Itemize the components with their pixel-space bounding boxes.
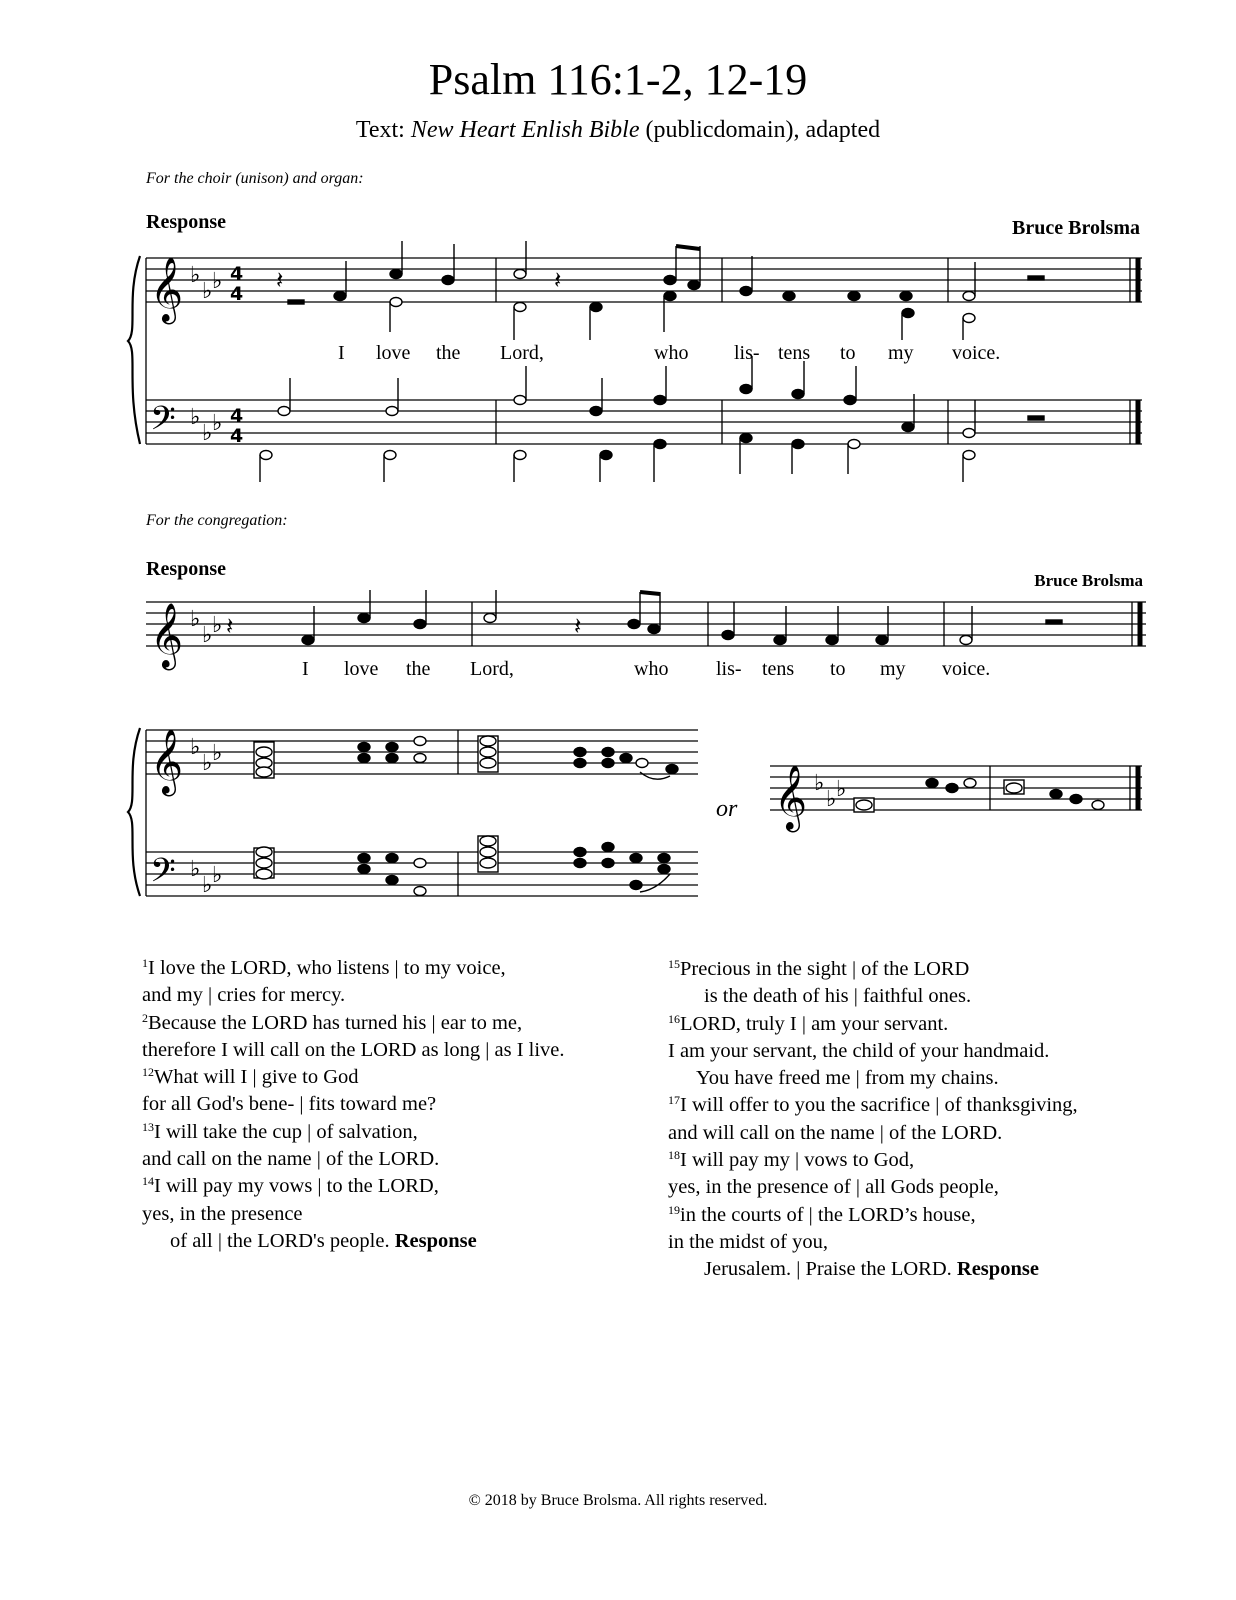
- bass-clef-icon: 𝄢: [150, 852, 176, 898]
- note: [740, 287, 752, 296]
- note: [602, 843, 614, 852]
- congregation-score: [140, 590, 1150, 690]
- note: [876, 636, 888, 645]
- verses-left-column: [142, 955, 565, 1255]
- note: [963, 451, 975, 460]
- note: [302, 636, 314, 645]
- verse-line: I am your servant, the child of your handmaid.: [668, 1039, 1050, 1062]
- flat-icon: ♭: [836, 777, 847, 802]
- subtitle-prefix: Text:: [355, 117, 411, 143]
- flat-icon: ♭: [814, 771, 825, 796]
- flat-icon: ♭: [190, 263, 201, 288]
- verse-line: yes, in the presence of | all Gods people,: [668, 1176, 999, 1199]
- note: [964, 779, 976, 788]
- congregation-response-heading: Response: [146, 558, 227, 580]
- response-cue: Response: [956, 1258, 1039, 1281]
- verse-line: $^2$Because the LORD has turned his | ear to me,: [142, 1010, 523, 1034]
- note: [414, 737, 426, 746]
- note: [688, 281, 700, 290]
- note: [740, 434, 752, 443]
- flat-icon: ♭: [190, 405, 201, 430]
- lyric: Lord,: [470, 658, 514, 680]
- note: [574, 848, 586, 857]
- rest-icon: [1028, 276, 1044, 280]
- note: [514, 303, 526, 312]
- flat-icon: ♭: [202, 279, 213, 304]
- lyric: love: [376, 342, 411, 364]
- note: [514, 451, 526, 460]
- note: [590, 407, 602, 416]
- note: [792, 440, 804, 449]
- verse-line: for all God's bene- | fits toward me?: [142, 1093, 437, 1116]
- verse-line: $^{16}$LORD, truly I | am your servant.: [668, 1011, 949, 1035]
- note: [414, 620, 426, 629]
- rest-icon: [1046, 620, 1062, 624]
- page-title: Psalm 116:1-2, 12-19: [428, 55, 808, 104]
- note: [963, 429, 975, 438]
- treble-clef-icon: 𝄞: [150, 603, 184, 668]
- verses-right-column: [668, 956, 1078, 1284]
- note: [414, 859, 426, 868]
- flat-icon: ♭: [190, 607, 201, 632]
- note: [358, 614, 370, 623]
- note: [278, 407, 290, 416]
- lyric: who: [634, 658, 669, 680]
- note: [902, 423, 914, 432]
- verse-line: yes, in the presence: [142, 1202, 303, 1225]
- note: [600, 451, 612, 460]
- verse-line: $^{13}$I will take the cup | of salvation,: [142, 1119, 418, 1143]
- note: [386, 743, 398, 752]
- note: [848, 292, 860, 301]
- copyright-notice: © 2018 by Bruce Brolsma. All rights reserved.: [468, 1492, 768, 1509]
- note: [792, 390, 804, 399]
- note: [722, 631, 734, 640]
- choir-organ-score: [124, 236, 1154, 496]
- flat-icon: ♭: [212, 863, 223, 888]
- lyric: the: [436, 342, 461, 364]
- flat-icon: ♭: [212, 269, 223, 294]
- choir-composer: Bruce Brolsma: [1012, 217, 1140, 239]
- rest-icon: 𝄽: [226, 612, 234, 640]
- note: [664, 276, 676, 285]
- note: [620, 754, 632, 763]
- note: [386, 407, 398, 416]
- verse-line: $^{15}$Precious in the sight | of the LORD: [668, 957, 970, 980]
- note: [442, 276, 454, 285]
- time-signature: 4: [230, 405, 244, 427]
- note: [664, 292, 676, 301]
- note: [926, 779, 938, 788]
- flat-icon: ♭: [190, 857, 201, 882]
- flat-icon: ♭: [212, 411, 223, 436]
- flat-icon: ♭: [212, 613, 223, 638]
- note: [844, 396, 856, 405]
- note: [654, 440, 666, 449]
- flat-icon: ♭: [202, 873, 213, 898]
- lyric: voice.: [942, 658, 991, 680]
- note: [774, 636, 786, 645]
- lyric: the: [406, 658, 431, 680]
- flat-icon: ♭: [202, 751, 213, 776]
- note: [636, 759, 648, 768]
- lyric: lis-: [716, 658, 742, 680]
- treble-clef-icon: 𝄞: [150, 729, 184, 794]
- choir-note: For the choir (unison) and organ:: [146, 170, 364, 187]
- verse-line: and call on the name | of the LORD.: [142, 1148, 440, 1171]
- note: [826, 636, 838, 645]
- treble-clef-icon: 𝄞: [774, 765, 808, 830]
- note: [390, 298, 402, 307]
- note: [628, 620, 640, 629]
- note: [902, 309, 914, 318]
- rest-icon: 𝄽: [276, 266, 284, 294]
- note: [386, 854, 398, 863]
- verse-line: in the midst of you,: [668, 1230, 829, 1253]
- note: [574, 748, 586, 757]
- flat-icon: ♭: [212, 741, 223, 766]
- verse-line: $^1$I love the LORD, who listens | to my voice,: [142, 956, 506, 979]
- verse-line: You have freed me | from my chains.: [696, 1067, 999, 1090]
- rest-icon: [1028, 416, 1044, 420]
- time-signature: 4: [230, 263, 244, 285]
- lyric: my: [888, 342, 914, 364]
- verse-line: Jerusalem. | Praise the LORD. Response: [704, 1258, 1039, 1281]
- note: [963, 292, 975, 301]
- note: [514, 270, 526, 279]
- system-brace: [128, 256, 140, 444]
- note: [900, 292, 912, 301]
- rest-icon: 𝄽: [574, 612, 582, 640]
- note: [963, 314, 975, 323]
- congregation-composer: Bruce Brolsma: [1034, 571, 1143, 590]
- lyric: my: [880, 658, 906, 680]
- lyric: tens: [762, 658, 795, 680]
- congregation-lyrics: [302, 658, 990, 680]
- note: [630, 854, 642, 863]
- verse-line: is the death of his | faithful ones.: [704, 985, 972, 1008]
- verse-line: $^{19}$in the courts of | the LORD’s house,: [668, 1202, 976, 1226]
- note: [740, 385, 752, 394]
- verse-line: of all | the LORD's people. Response: [170, 1229, 477, 1252]
- note: [658, 854, 670, 863]
- note: [848, 440, 860, 449]
- verse-line: therefore I will call on the LORD as long | as I live.: [142, 1038, 565, 1061]
- note: [358, 854, 370, 863]
- verse-line: $^{14}$I will pay my vows | to the LORD,: [142, 1174, 439, 1198]
- time-signature: 4: [230, 283, 244, 305]
- lyric: Lord,: [500, 342, 544, 364]
- note: [1050, 790, 1062, 799]
- note: [648, 625, 660, 634]
- lyric: love: [344, 658, 379, 680]
- subtitle-suffix: (publicdomain), adapted: [639, 117, 881, 143]
- verse-line: $^{12}$What will I | give to God: [142, 1065, 359, 1089]
- or-label: or: [716, 796, 738, 822]
- verse-line: and will call on the name | of the LORD.: [668, 1121, 1003, 1144]
- note: [602, 748, 614, 757]
- note: [960, 636, 972, 645]
- lyric: voice.: [952, 342, 1001, 364]
- slur: [640, 772, 670, 779]
- lyric: to: [840, 342, 856, 364]
- note: [358, 743, 370, 752]
- note: [666, 765, 678, 774]
- note: [1092, 801, 1104, 810]
- lyric: lis-: [734, 342, 760, 364]
- lyric: tens: [778, 342, 811, 364]
- note: [384, 451, 396, 460]
- page-subtitle: [0, 116, 1236, 144]
- choir-response-heading: Response: [146, 211, 227, 233]
- note: [334, 292, 346, 301]
- rest-icon: [288, 300, 304, 304]
- note: [514, 396, 526, 405]
- treble-clef-icon: 𝄞: [150, 257, 184, 322]
- verse-line: $^{18}$I will pay my | vows to God,: [668, 1148, 915, 1172]
- choir-lyrics: [338, 342, 1000, 364]
- psalm-tone-score: [124, 722, 1154, 902]
- note: [654, 396, 666, 405]
- note: [946, 784, 958, 793]
- verse-line: $^{17}$I will offer to you the sacrifice | of thanksgiving,: [668, 1093, 1078, 1117]
- lyric: to: [830, 658, 846, 680]
- response-cue: Response: [394, 1229, 477, 1252]
- lyric: who: [654, 342, 689, 364]
- note: [590, 303, 602, 312]
- rest-icon: 𝄽: [554, 266, 562, 294]
- note: [783, 292, 795, 301]
- note: [1070, 795, 1082, 804]
- note: [484, 614, 496, 623]
- bass-clef-icon: 𝄢: [150, 400, 176, 446]
- flat-icon: ♭: [202, 623, 213, 648]
- congregation-note: For the congregation:: [146, 512, 288, 529]
- lyric: I: [338, 342, 345, 364]
- time-signature: 4: [230, 425, 244, 447]
- note: [390, 270, 402, 279]
- slur: [640, 874, 670, 892]
- flat-icon: ♭: [202, 421, 213, 446]
- note: [260, 451, 272, 460]
- system-brace: [128, 728, 140, 896]
- flat-icon: ♭: [826, 787, 837, 812]
- flat-icon: ♭: [190, 735, 201, 760]
- lyric: I: [302, 658, 309, 680]
- subtitle-source: New Heart Enlish Bible: [410, 117, 640, 143]
- verse-line: and my | cries for mercy.: [142, 984, 346, 1007]
